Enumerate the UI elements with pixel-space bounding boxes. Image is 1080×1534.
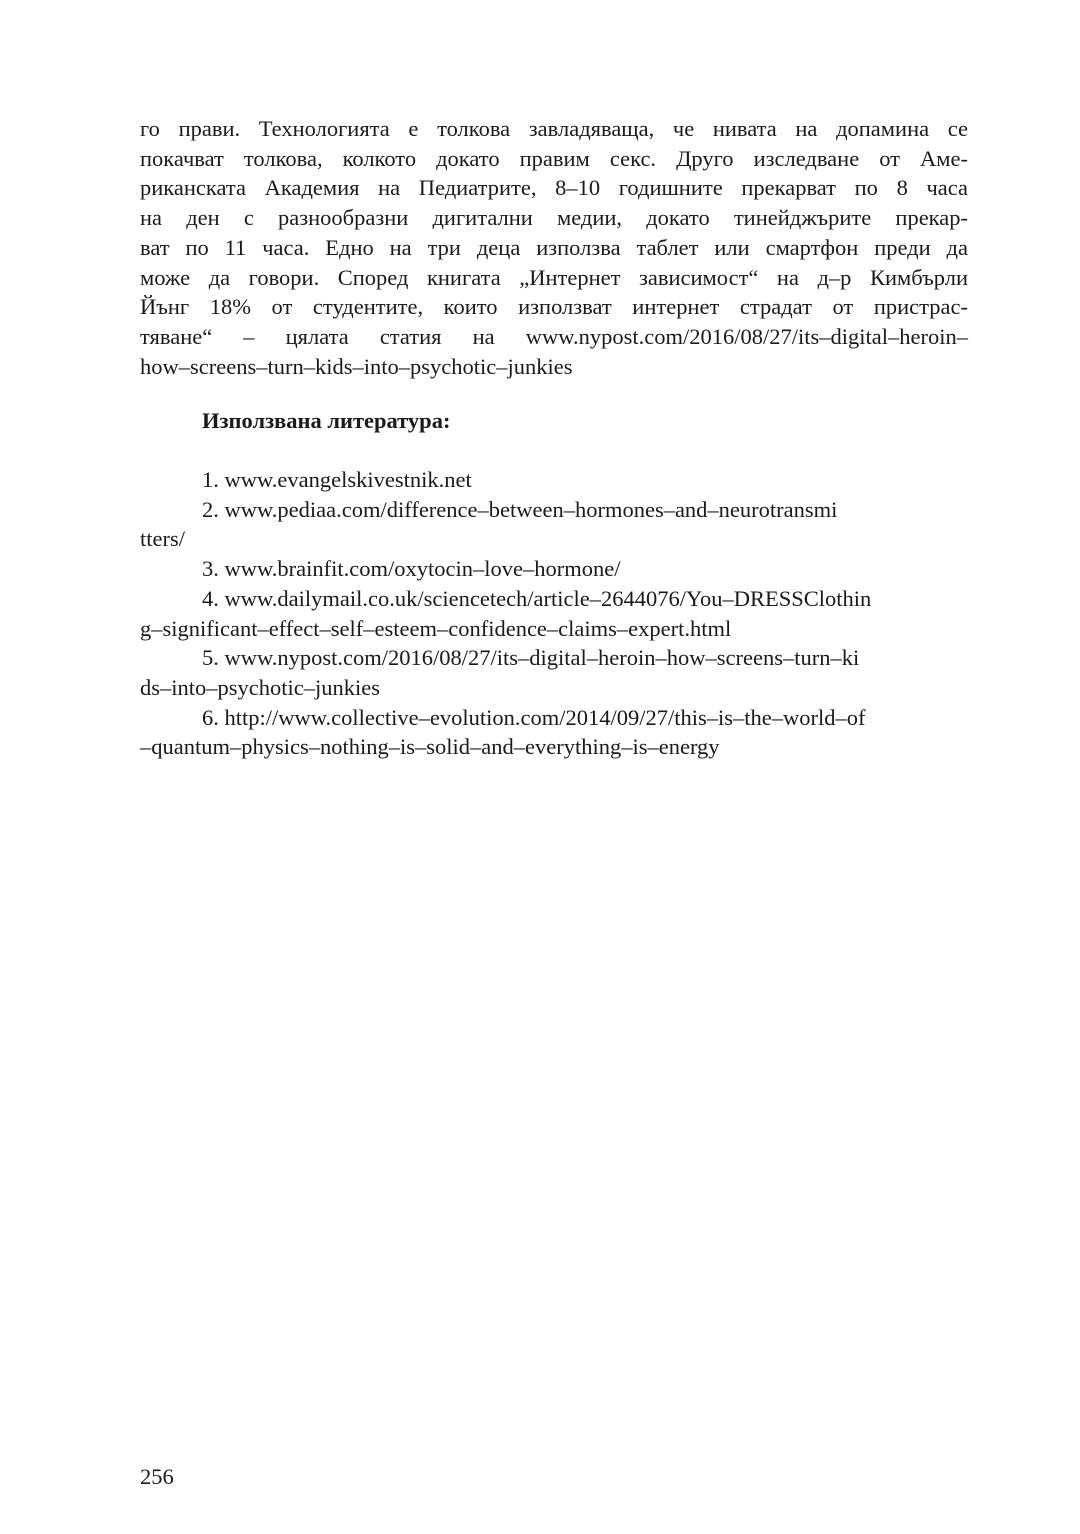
reference-line-continued: –quantum–physics–nothing–is–solid–and–everything–is–energy [140, 734, 720, 760]
reference-line: 6. http://www.collective–evolution.com/2014/09/27/this–is–the–world–of [202, 704, 866, 730]
body-paragraph [140, 114, 968, 381]
reference-line-continued: g–significant–effect–self–esteem–confidence–claims–expert.html [140, 615, 732, 641]
reference-item [140, 643, 968, 702]
body-line: ват по 11 часа. Едно на три деца използва таблет или смартфон преди да [140, 234, 968, 260]
reference-line: 5. www.nypost.com/2016/08/27/its–digital–heroin–how–screens–turn–ki [202, 645, 860, 671]
body-line: how–screens–turn–kids–into–psychotic–junkies [140, 353, 573, 379]
reference-line-continued: tters/ [140, 526, 185, 552]
reference-line: 2. www.pediaa.com/difference–between–hormones–and–neurotransmi [202, 496, 838, 522]
body-line: може да говори. Според книгата „Интернет зависимост“ на д–р Кимбърли [140, 264, 968, 290]
page-number: 256 [140, 1464, 174, 1489]
reference-line: 1. www.evangelskivestnik.net [202, 467, 472, 492]
body-line: покачват толкова, колкото докато правим секс. Друго изследване от Аме- [140, 145, 968, 171]
body-line: го прави. Технологията е толкова завладяваща, че нивата на допамина се [140, 116, 968, 141]
body-line: риканската Академия на Педиатрите, 8–10 годишните прекарват по 8 часа [140, 175, 968, 201]
reference-line: 3. www.brainfit.com/oxytocin–love–hormone/ [202, 556, 621, 582]
reference-item [140, 584, 968, 643]
reference-item [140, 703, 968, 762]
reference-list [140, 465, 968, 762]
body-line: на ден с разнообразни дигитални медии, докато тинейджърите прекар- [140, 205, 968, 231]
reference-line: 4. www.dailymail.co.uk/sciencetech/article–2644076/You–DRESSClothin [202, 585, 872, 611]
body-line: тяване“ – цялата статия на www.nypost.com/2016/08/27/its–digital–heroin– [140, 323, 968, 349]
reference-item [140, 465, 968, 495]
reference-item [140, 554, 968, 584]
reference-line-continued: ds–into–psychotic–junkies [140, 674, 380, 700]
literature-heading: Използвана литература: [202, 408, 451, 433]
body-line: Йънг 18% от студентите, които използват интернет страдат от пристрас- [140, 294, 968, 320]
reference-item [140, 495, 968, 554]
